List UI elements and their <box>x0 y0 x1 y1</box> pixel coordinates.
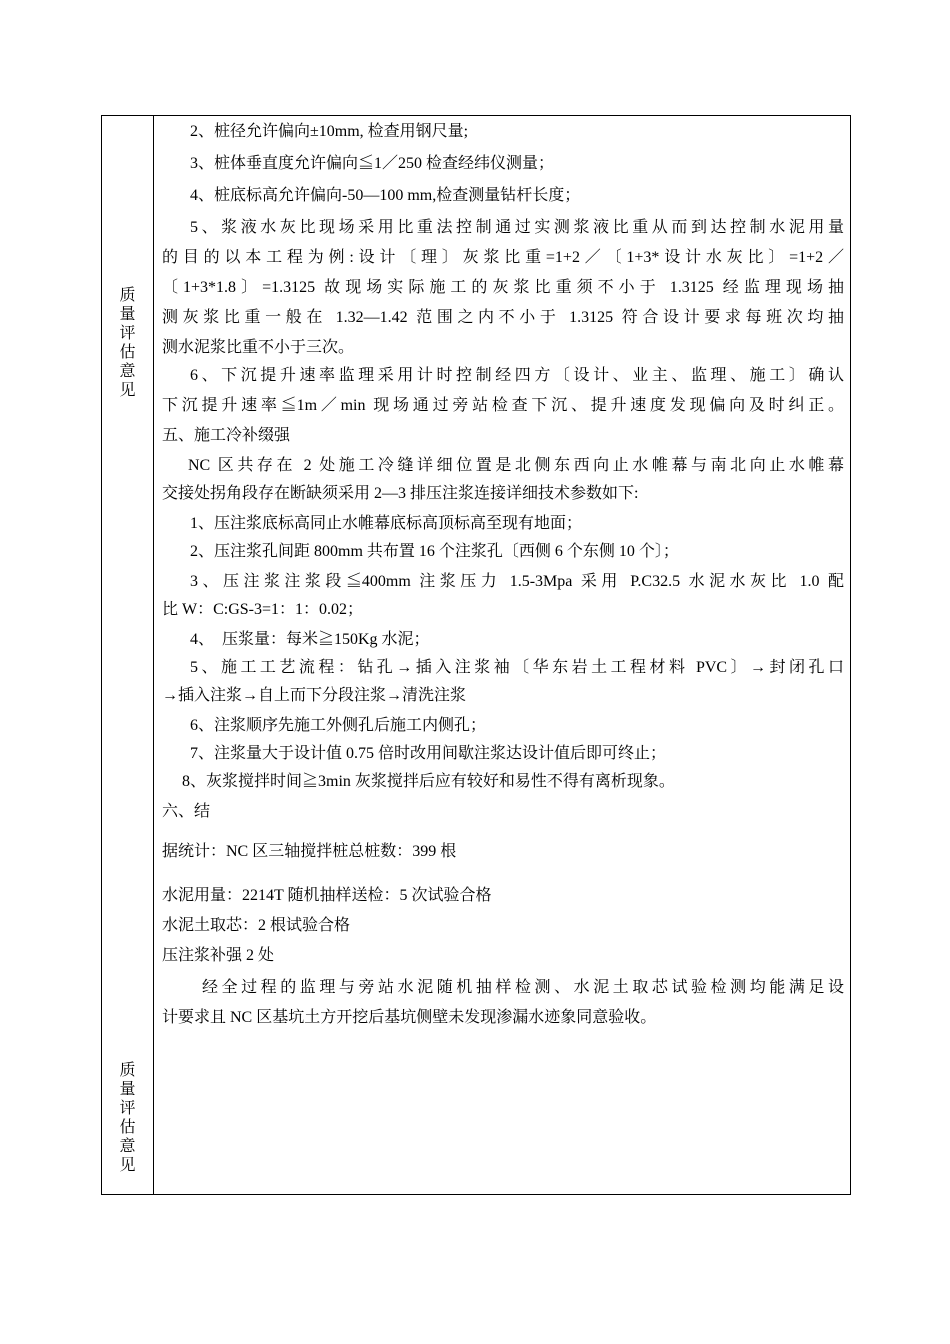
side-label-char: 量 <box>119 306 136 323</box>
section-heading-5: 五、施工冷补缀强 <box>162 427 291 444</box>
grout-item-8: 8、灰浆搅拌时间≧3min 灰浆搅拌后应有较好和易性不得有离析现象。 <box>182 773 675 790</box>
item-slurry-ratio-line1: 5、浆液水灰比现场采用比重法控制通过实测浆液比重从而到达控制水泥用量 <box>190 219 844 236</box>
side-label-char: 意 <box>119 1138 136 1155</box>
cold-joint-intro-line2: 交接处拐角段存在断缺须采用 2—3 排压注浆连接详细技术参数如下: <box>162 485 639 502</box>
side-label-char: 质 <box>119 1062 136 1079</box>
grout-item-6: 6、注浆顺序先施工外侧孔后施工内侧孔； <box>190 717 487 734</box>
item-slurry-ratio-line2: 的目的以本工程为例:设计〔理〕灰浆比重=1+2／〔1+3*设计水灰比〕=1+2／ <box>162 249 844 266</box>
item-pile-bottom-elevation: 4、桩底标高允许偏向-50—100 mm,检查测量钻杆长度； <box>190 187 581 204</box>
cold-joint-intro-line1: NC 区共存在 2 处施工冷缝详细位置是北侧东西向止水帷幕与南北向止水帷幕 <box>188 457 844 474</box>
grout-item-3-line2: 比 W：C:GS-3=1：1：0.02； <box>162 601 364 618</box>
side-label-char: 量 <box>119 1081 136 1098</box>
stat-core-samples: 水泥土取芯：2 根试验合格 <box>162 917 351 934</box>
side-label-quality-assessment-top <box>102 286 153 400</box>
item-slurry-ratio-line5: 测水泥浆比重不小于三次。 <box>162 339 355 356</box>
side-label-char: 质 <box>119 287 136 304</box>
stat-total-piles: 据统计：NC 区三轴搅拌桩总桩数：399 根 <box>162 843 457 860</box>
column-divider <box>153 116 154 1194</box>
grout-item-5-line2: →插入注浆→自上而下分段注浆→清洗注浆 <box>162 687 467 704</box>
assessment-table <box>101 115 851 1195</box>
item-sink-rate-line2: 下沉提升速率≦1m／min 现场通过旁站检查下沉、提升速度发现偏向及时纠正。 <box>162 397 844 414</box>
side-label-char: 评 <box>119 1100 136 1117</box>
stat-grouting-reinforcement: 压注浆补强 2 处 <box>162 947 275 964</box>
grout-item-3-line1: 3、压注浆注浆段≦400mm 注浆压力 1.5-3Mpa 采用 P.C32.5 水泥水灰比 1.0 配 <box>190 573 844 590</box>
grout-item-4: 4、 压浆量：每米≧150Kg 水泥； <box>190 631 430 648</box>
conclusion-line2: 计要求且 NC 区基坑土方开挖后基坑侧壁未发现渗漏水迹象同意验收。 <box>162 1009 657 1026</box>
stat-cement-usage: 水泥用量：2214T 随机抽样送检：5 次试验合格 <box>162 887 492 904</box>
side-label-char: 意 <box>119 363 136 380</box>
side-label-char: 见 <box>119 382 136 399</box>
item-slurry-ratio-line4: 测灰浆比重一般在 1.32—1.42 范围之内不小于 1.3125 符合设计要求每班次均抽 <box>162 309 844 326</box>
section-heading-6: 六、结 <box>162 803 211 820</box>
grout-item-1: 1、压注浆底标高同止水帷幕底标高顶标高至现有地面； <box>190 515 583 532</box>
side-label-char: 估 <box>119 1119 136 1136</box>
conclusion-line1: 经全过程的监理与旁站水泥随机抽样检测、水泥土取芯试验检测均能满足设 <box>202 979 844 996</box>
grout-item-5-line1: 5、施工工艺流程：钻孔→插入注浆袖〔华东岩土工程材料 PVC〕→封闭孔口 <box>190 659 844 676</box>
item-slurry-ratio-line3: 〔1+3*1.8〕=1.3125 故现场实际施工的灰浆比重须不小于 1.3125 经监理现场抽 <box>162 279 844 296</box>
grout-item-2: 2、压注浆孔间距 800mm 共布置 16 个注浆孔〔西侧 6 个东侧 10 个〕； <box>190 543 679 560</box>
side-label-quality-assessment-bottom <box>102 1061 153 1175</box>
item-pile-diameter: 2、桩径允许偏向±10mm, 检查用钢尺量; <box>190 123 469 140</box>
side-label-char: 估 <box>119 344 136 361</box>
side-label-char: 评 <box>119 325 136 342</box>
item-sink-rate-line1: 6、下沉提升速率监理采用计时控制经四方〔设计、业主、监理、施工〕确认 <box>190 367 844 384</box>
grout-item-7: 7、注浆量大于设计值 0.75 倍时改用间歇注浆达设计值后即可终止； <box>190 745 667 762</box>
side-label-char: 见 <box>119 1157 136 1174</box>
item-pile-verticality: 3、桩体垂直度允许偏向≦1／250 检查经纬仪测量； <box>190 155 555 172</box>
